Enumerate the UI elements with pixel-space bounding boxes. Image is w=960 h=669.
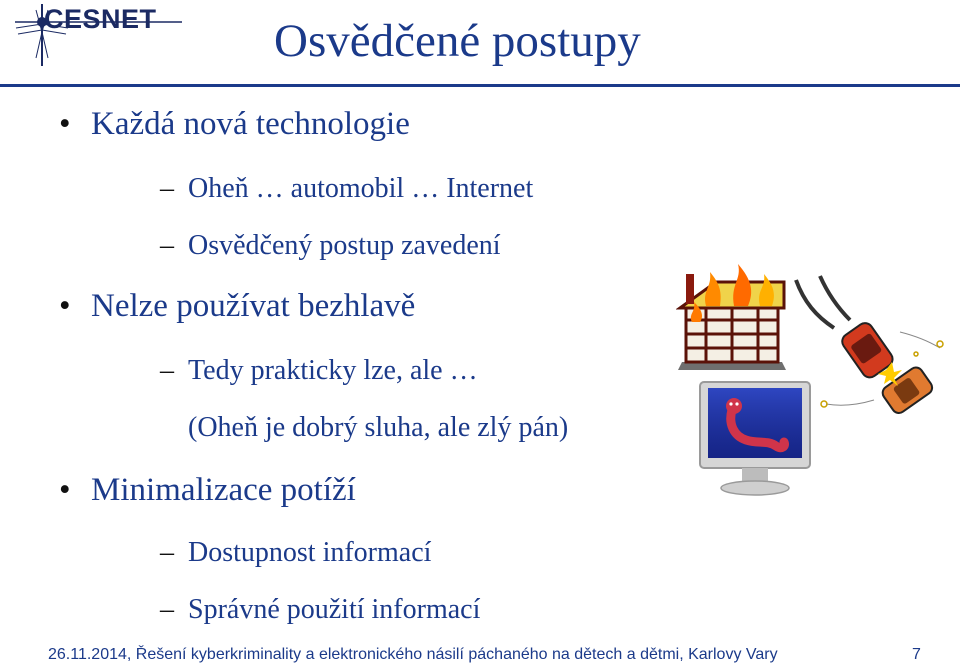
sub-bullet-text: Dostupnost informací bbox=[188, 537, 432, 568]
monitor-worm-icon bbox=[698, 380, 812, 498]
bullet-dot-icon: • bbox=[59, 472, 71, 508]
dash-icon: – bbox=[160, 355, 174, 386]
slide-title: Osvědčené postupy bbox=[274, 15, 641, 67]
dash-icon: – bbox=[160, 594, 174, 625]
sub-bullet-text: Tedy prakticky lze, ale … bbox=[188, 355, 478, 386]
dash-icon: – bbox=[160, 537, 174, 568]
bullet-text: Minimalizace potíží bbox=[91, 472, 356, 508]
sub-bullet-text: Osvědčený postup zavedení bbox=[188, 230, 501, 261]
bullet-dot-icon: • bbox=[59, 288, 71, 324]
sub-bullet-text: (Oheň je dobrý sluha, ale zlý pán) bbox=[188, 412, 569, 443]
sub-bullet-text: Oheň … automobil … Internet bbox=[188, 173, 534, 204]
bullet-text: Nelze používat bezhlavě bbox=[91, 288, 416, 324]
logo-text: CESNET bbox=[44, 4, 157, 34]
car-crash-icon bbox=[790, 272, 948, 430]
burning-house-icon bbox=[676, 262, 788, 374]
bullet-dot-icon: • bbox=[59, 106, 71, 142]
dash-icon: – bbox=[160, 230, 174, 261]
page-number: 7 bbox=[912, 646, 921, 663]
footer-text: 26.11.2014, Řešení kyberkriminality a elektronického násilí páchaného na dětech a dětmi, Karlovy Vary bbox=[48, 646, 778, 663]
dash-icon: – bbox=[160, 173, 174, 204]
bullet-text: Každá nová technologie bbox=[91, 106, 410, 142]
title-divider bbox=[0, 84, 960, 87]
sub-bullet-text: Správné použití informací bbox=[188, 594, 481, 625]
